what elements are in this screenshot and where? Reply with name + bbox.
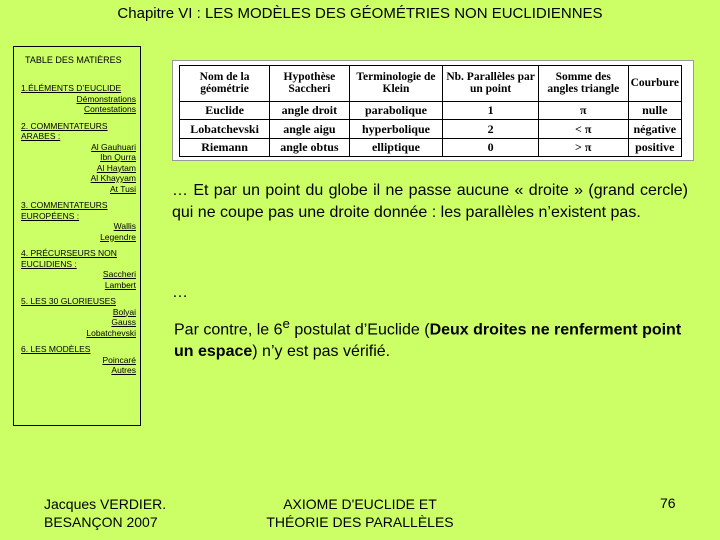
geometries-table-image — [172, 60, 694, 161]
toc-section-1[interactable]: 1.ÉLÉMENTS D’EUCLIDE — [21, 83, 122, 93]
table-header-row — [180, 66, 682, 102]
page-number: 76 — [660, 495, 676, 511]
toc-section-6[interactable]: 6. LES MODÈLES — [21, 344, 91, 354]
p2-text-c: ) n’y est pas vérifié. — [252, 343, 391, 361]
table-row — [180, 101, 682, 119]
table-cell: parabolique — [349, 101, 443, 119]
table-cell: 1 — [443, 101, 539, 119]
p2-bold-postulate: Deux droites ne renferment point un espace — [174, 321, 682, 361]
ellipsis-text: … — [172, 284, 188, 301]
toc-item-al-haytam[interactable]: Al Haytam — [96, 162, 136, 173]
toc-item-bolyai[interactable]: Bolyai — [112, 306, 136, 317]
footer-author-name: Jacques VERDIER. — [44, 496, 167, 512]
table-cell: angle droit — [270, 101, 350, 119]
header-cell: Terminologie de Klein — [349, 66, 443, 102]
table-row — [180, 120, 682, 138]
table-cell: angle aigu — [270, 120, 350, 138]
table-cell: Euclide — [180, 101, 270, 119]
toc-section-4[interactable]: 4. PRÉCURSEURS NON EUCLIDIENS : — [21, 248, 117, 269]
table-cell: angle obtus — [270, 138, 350, 156]
slide-title: Chapitre VI : LES MODÈLES DES GÉOMÉTRIES NON EUCLIDIENNES — [117, 5, 603, 22]
toc-section-2[interactable]: 2. COMMENTATEURS ARABES : — [21, 120, 108, 141]
footer-author-place: BESANÇON 2007 — [44, 514, 158, 530]
geometries-table — [179, 65, 682, 157]
table-cell: 2 — [443, 120, 539, 138]
table-cell: positive — [628, 138, 681, 156]
header-cell: Somme des angles triangle — [538, 66, 628, 102]
toc-item-lambert[interactable]: Lambert — [104, 279, 136, 290]
toc-section-5[interactable]: 5. LES 30 GLORIEUSES — [21, 296, 116, 306]
p2-text-a: Par contre, le 6 — [174, 321, 283, 339]
table-of-contents — [13, 46, 141, 426]
footer-topic — [250, 495, 470, 531]
header-cell: Nom de la géométrie — [180, 66, 270, 102]
table-cell: elliptique — [349, 138, 443, 156]
toc-item-demonstrations[interactable]: Démonstrations — [76, 93, 136, 104]
footer-topic-line1: AXIOME D'EUCLIDE ET — [283, 496, 437, 512]
table-cell: Riemann — [180, 138, 270, 156]
table-cell: nulle — [628, 101, 681, 119]
toc-item-al-khayyam[interactable]: Al Khayyam — [90, 173, 136, 183]
toc-item-gauss[interactable]: Gauss — [111, 317, 136, 327]
p2-text-b: postulat d’Euclide ( — [289, 321, 430, 339]
header-cell: Courbure — [628, 66, 681, 102]
header-cell: Hypothèse Saccheri — [270, 66, 350, 102]
table-cell: > π — [538, 138, 628, 156]
table-cell: < π — [538, 120, 628, 138]
toc-list — [21, 83, 136, 376]
table-cell: π — [538, 101, 628, 119]
table-row — [180, 138, 682, 156]
footer-author — [44, 495, 166, 531]
toc-item-lobatchevski[interactable]: Lobatchevski — [86, 327, 136, 338]
toc-item-ibn-qurra[interactable]: Ibn Qurra — [100, 152, 136, 162]
toc-item-legendre[interactable]: Legendre — [100, 231, 136, 242]
toc-item-autres[interactable]: Autres — [111, 365, 136, 375]
toc-item-al-gauhuari[interactable]: Al Gauhuari — [91, 141, 136, 152]
toc-section-3[interactable]: 3. COMMENTATEURS EUROPÉENS : — [21, 200, 108, 221]
toc-item-contestations[interactable]: Contestations — [84, 104, 136, 114]
table-cell: hyperbolique — [349, 120, 443, 138]
toc-item-poincare[interactable]: Poincaré — [102, 354, 136, 365]
toc-item-wallis[interactable]: Wallis — [113, 221, 136, 231]
paragraph-no-parallels: … Et par un point du globe il ne passe aucune « droite » (grand cercle) qui ne coupe pas une droite donnée : les parallèles n’existent pas. — [172, 182, 688, 221]
table-cell: 0 — [443, 138, 539, 156]
table-cell: négative — [628, 120, 681, 138]
paragraph-sixth-postulate — [174, 313, 694, 363]
footer-topic-line2: THÉORIE DES PARALLÈLES — [266, 514, 454, 530]
toc-item-saccheri[interactable]: Saccheri — [102, 269, 136, 279]
toc-heading: TABLE DES MATIÈRES — [25, 55, 122, 65]
toc-item-at-tusi[interactable]: At Tusi — [110, 183, 136, 194]
table-cell: Lobatchevski — [180, 120, 270, 138]
p2-superscript: e — [282, 316, 290, 331]
header-cell: Nb. Parallèles par un point — [443, 66, 539, 102]
